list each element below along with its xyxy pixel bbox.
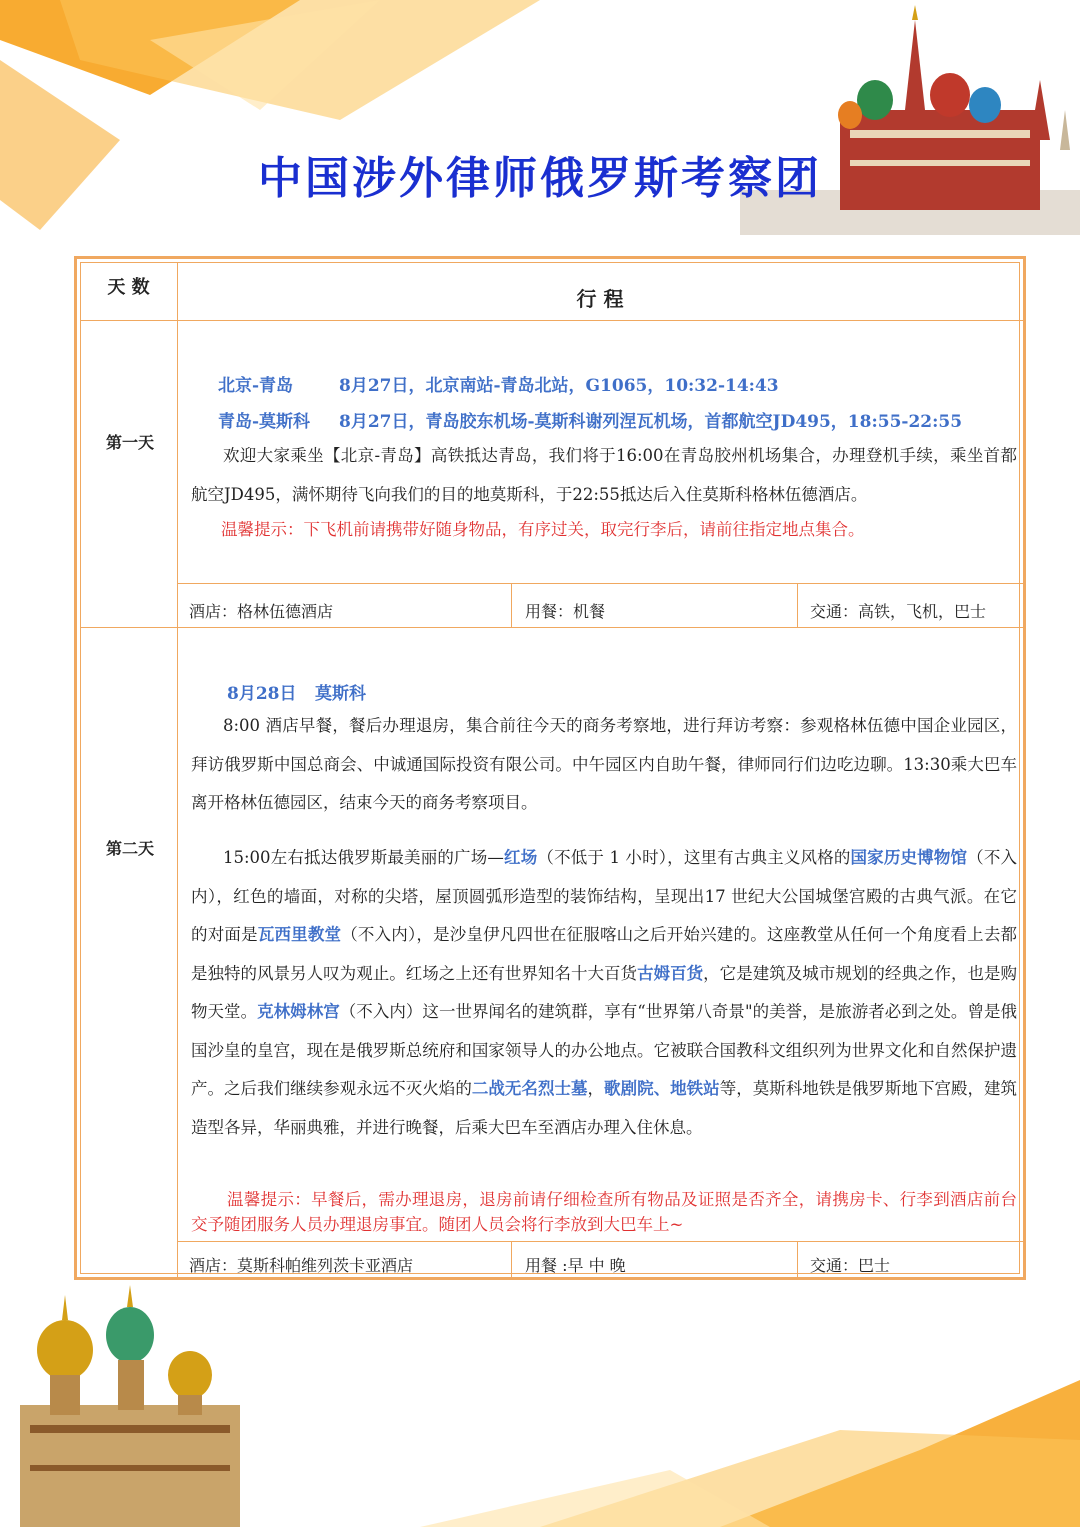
day2-p2-text-b: （不低于 1 小时），这里有古典主义风格的: [537, 848, 851, 867]
st-basils-cathedral-link: 瓦西里教堂: [257, 925, 342, 944]
day2-label: 第二天: [105, 839, 154, 858]
day1-hotel: 酒店：格林伍德酒店: [189, 602, 334, 621]
state-history-museum-link: 国家历史博物馆: [850, 848, 968, 867]
day1-footer-split1: [511, 583, 512, 627]
day2-date: 8月28日: [227, 684, 297, 704]
day1-divider: [80, 627, 1023, 628]
red-square-link: 红场: [503, 848, 538, 867]
day2-p2-text-d: （不入内），是沙皇伊凡四世在征服喀山之后开始兴建的。这座教堂从任何一个角度看上去都是独特的风景另人叹为观止。红场之上还有世界知名十大百货: [191, 925, 1018, 983]
day2-p2-text-c: （不入内），红色的墙面，对称的尖塔，屋顶圆弧形造型的装饰结构，呈现出17 世纪大公国城堡宫殿的古典气派。在它的对面是: [191, 848, 1018, 944]
day1-label: 第一天: [105, 433, 154, 452]
day1-route1-name: 北京-青岛: [218, 376, 294, 396]
day2-tip: 温馨提示：早餐后，需办理退房，退房前请仔细检查所有物品及证照是否齐全，请携房卡、行李到酒店前台交予随团服务人员办理退房事宜。随团人员会将行李放到大巴车上~: [191, 1190, 1017, 1234]
day1-footer-split2: [797, 583, 798, 627]
day1-transport: 交通：高铁，飞机，巴士: [810, 602, 987, 621]
day1-tip: 温馨提示：下飞机前请携带好随身物品，有序过关，取完行李后，请前往指定地点集合。: [221, 520, 865, 539]
bottom-right-orange-decoration: [420, 1380, 1080, 1527]
day2-meals: 用餐 :早 中 晚: [525, 1256, 626, 1275]
day1-description: 欢迎大家乘坐【北京-青岛】高铁抵达青岛，我们将于16:00在青岛胶州机场集合，办理登机手续，乘坐首都航空JD495，满怀期待飞向我们的目的地莫斯科，于22:55抵达后入住莫斯科格林伍德酒店。: [191, 446, 1017, 504]
gum-store-link: 古姆百货: [637, 963, 704, 983]
opera-metro-link: 歌剧院、地铁站: [604, 1079, 720, 1098]
day1-route2-name: 青岛-莫斯科: [218, 412, 311, 432]
header-divider: [80, 320, 1023, 321]
day2-footer-line: [177, 1241, 1023, 1242]
day2-p2-text-a: 15:00左右抵达俄罗斯最美丽的广场—: [223, 848, 504, 867]
day1-route2-detail: 8月27日，青岛胶东机场-莫斯科谢列涅瓦机场，首都航空JD495，18:55-22:55: [339, 412, 963, 432]
day2-footer-split2: [797, 1241, 798, 1277]
day2-footer-split1: [511, 1241, 512, 1277]
day1-route1-detail: 8月27日，北京南站-青岛北站，G1065，10:32-14:43: [339, 376, 779, 396]
itinerary-table: [74, 256, 1026, 1280]
day2-p2-text-f: （不入内）这一世界闻名的建筑群，享有“世界第八奇景"的美誉，是旅游者必到之处。曾是俄国沙皇的皇宫，现在是俄罗斯总统府和国家领导人的办公地点。它被联合国教科文组织列为世界文化和自然保护遗产。之后我们继续参观永远不灭火焰的: [191, 1002, 1018, 1098]
day2-paragraph2: [191, 839, 1017, 1147]
day2-hotel: 酒店：莫斯科帕维列茨卡亚酒店: [189, 1256, 414, 1275]
column-divider: [177, 262, 178, 1277]
day2-city: 莫斯科: [315, 684, 366, 704]
day2-p2-text-e: ，它是建筑及城市规划的经典之作，也是购物天堂。: [191, 963, 1018, 1021]
page-title: 中国涉外律师俄罗斯考察团: [258, 153, 822, 204]
kremlin-link: 克林姆林宫: [257, 1002, 340, 1021]
day2-transport: 交通：巴士: [810, 1256, 891, 1275]
day2-p2-text-g: ，: [587, 1079, 605, 1098]
day1-footer-line: [177, 583, 1023, 584]
church-of-savior-image: [0, 1285, 260, 1527]
unknown-soldier-tomb-link: 二战无名烈士墓: [471, 1079, 588, 1098]
header-itinerary: 行 程: [576, 287, 624, 311]
day2-p2-text-h: 等，莫斯科地铁是俄罗斯地下宫殿，建筑造型各异，华丽典雅，并进行晚餐，后乘大巴车至酒店办理入住休息。: [191, 1079, 1018, 1137]
day1-meals: 用餐：机餐: [525, 602, 606, 621]
header-days: 天 数: [107, 277, 150, 298]
day2-paragraph1: 8:00 酒店早餐，餐后办理退房，集合前往今天的商务考察地，进行拜访考察：参观格林伍德中国企业园区，拜访俄罗斯中国总商会、中诚通国际投资有限公司。中午园区内自助午餐，律师同行们边吃边聊。13:30乘大巴车离开格林伍德园区，结束今天的商务考察项目。: [191, 716, 1017, 812]
